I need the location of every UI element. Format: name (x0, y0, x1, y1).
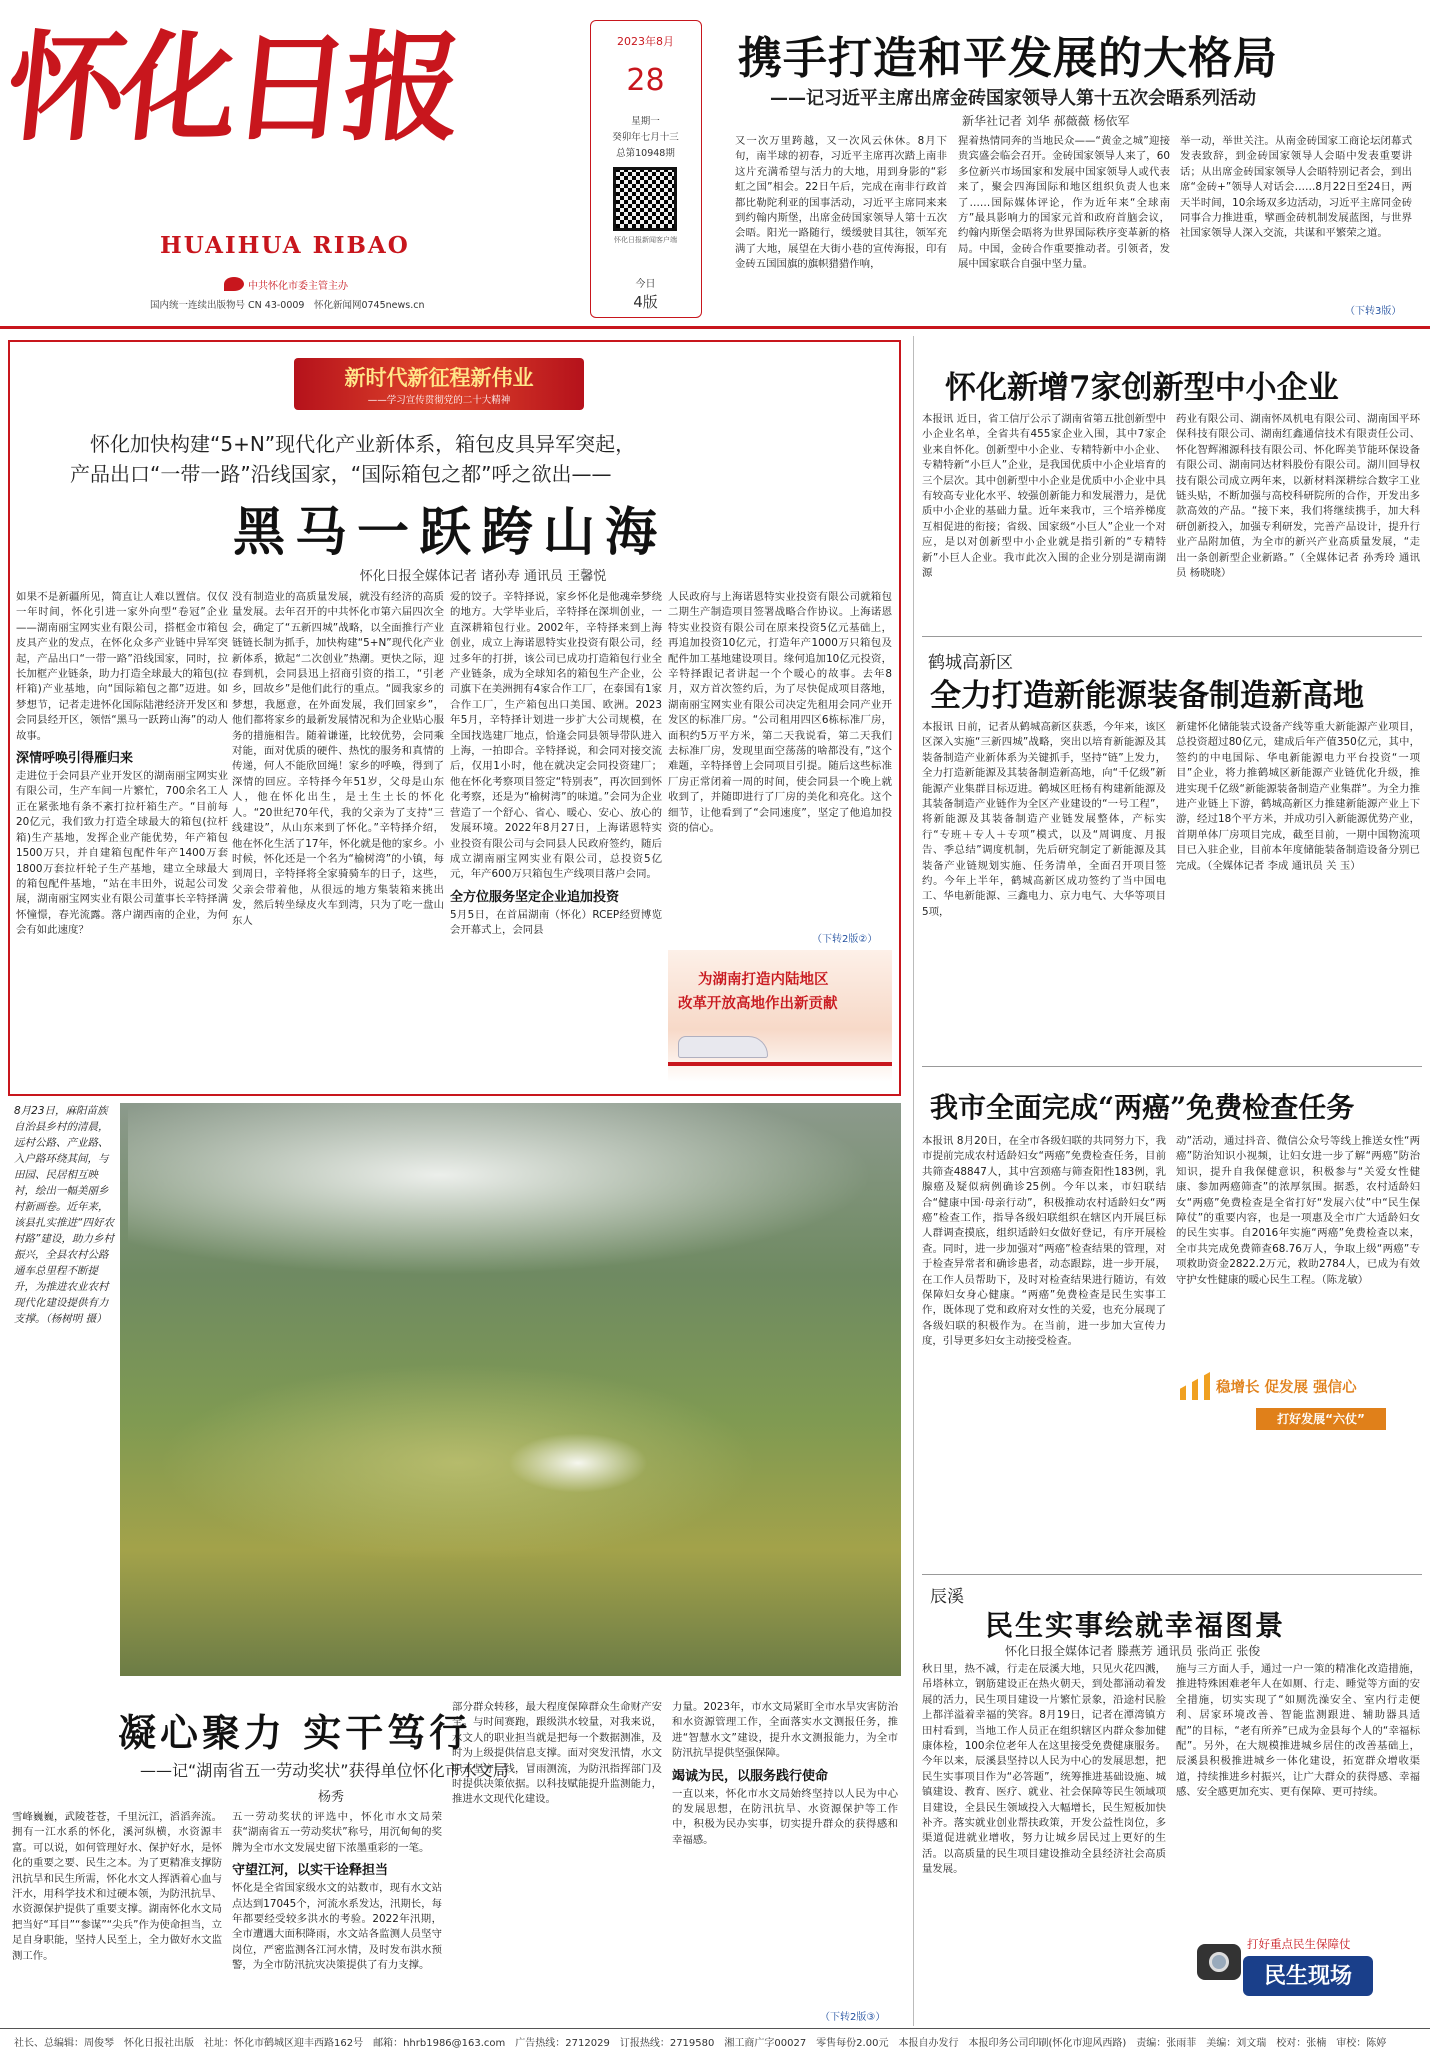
today-pages: 4版 (633, 293, 658, 311)
feature-sub2: 全方位服务坚定企业追加投资 (450, 889, 620, 905)
photo-mist-low (508, 1433, 648, 1493)
feature-promo (668, 950, 892, 1082)
s4-byline: 怀化日报全媒体记者 滕燕芳 通讯员 张尚正 张俊 (1005, 1644, 1261, 1658)
bottom-story-jump[interactable]: （下转2版③） (820, 2012, 886, 2023)
masthead-logo: 怀化日报 (0, 18, 464, 157)
feature-promo-line2: 改革开放高地作出新贡献 (678, 995, 838, 1012)
s4-col1: 秋日里，热不减，行走在辰溪大地，只见火花四溅，吊塔林立，钢筋建设正在热火朝天，到处都涌动着发展的活力，民生项目建设一片繁忙景象，沿途村民脸上都洋溢着幸福的笑容。8月19日，记者在潭湾镇方田村看到，当地工作人员正在组织辖区内群众参加健康体检，100余位老年人在这里接受免费健康服务。今年以来，辰溪县坚持以人民为中心的发展思想，把民生实事项目作为“必答题”，统筹推进基础设施、城镇建设、教育、医疗、就业、社会保障等民生领域项目建设，全县民生领域投入大幅增长，民生短板加快补齐。落实就业创业帮扶政策，开发公益性岗位，多渠道促进就业增收，努力让城乡居民过上更好的生活。以高质量的民生项目建设推动全县经济社会高质量发展。 (922, 1663, 1166, 1876)
s3-promo-line2: 打好发展“六仗” (1256, 1408, 1386, 1430)
top-story-jump[interactable]: （下转3版） (1345, 306, 1402, 317)
growth-bars-icon (1180, 1372, 1210, 1400)
feature-headline[interactable]: 黑马一跃跨山海 (232, 502, 667, 563)
s2-kicker: 鹤城高新区 (928, 653, 1013, 673)
s4-promo-big: 民生现场 (1243, 1956, 1373, 1996)
date-issue: 总第10948期 (616, 148, 675, 159)
top-story-col3: 举一动，举世关注。从南金砖国家工商论坛闭幕式发表致辞，到金砖国家领导人会晤中发表重要讲话；从出席金砖国家领导人会晤特别记者会，到出席“金砖+”领导人对话会……8月22日至24日，两天半时间，10余场双多边活动，习近平主席同金砖同事合力推进重，擘画金砖机制发展蓝图，与世界社国家领导人深入交流，共谋和平繁荣之道。 (1180, 135, 1412, 240)
date-box (590, 20, 702, 318)
s4-kicker: 辰溪 (930, 1587, 964, 1607)
feature-col3-text: 爱的饺子。辛特择说，家乡怀化是他魂牵梦绕的地方。大学毕业后，辛特择在深圳创业，一直深耕箱包行业。2002年，辛特择来到上海创业，成立上海诺恩特实业投资有限公司，经过多年的打拼，该公司已成功打造箱包行业全产业链条，成为全球知名的箱包生产企业，公司旗下在美洲拥有4家合作工厂，在泰国有1家合作工厂，生产箱包出口美国、欧洲。2023年5月，辛特择计划进一步扩大公司规模，在全国找选建厂地点，恰逢会同县领导带队进入上海，一拍即合。辛特择说，和会同对接交流后，仅用1小时，他在就决定会同投资建厂；他在怀化考察项目签定“特别表”，再次回到怀化考察，还是为“榆树湾”的味道。”会同为企业营造了一个舒心、省心、暖心、安心、放心的发展环境。2022年8月27日，上海诺恩特实业投资有限公司与会同县人民政府签约，随后成立湖南丽宝网实业有限公司，总投资5亿元，年产600万只箱包生产线项目落户会同。 (450, 591, 662, 881)
feature-deck-line1: 怀化加快构建“5+N”现代化产业新体系，箱包皮具异军突起， (90, 432, 636, 456)
masthead-pinyin: HUAIHUA RIBAO (160, 232, 410, 259)
s3-col2: 动”活动，通过抖音、微信公众号等线上推送女性“两癌”防治知识小视频，让妇女进一步了解“两癌”防治知识，提升自我保健意识，积极参与“关爱女性健康、参加两癌筛查”的浓厚氛围。据悉，农村适龄妇女“两癌”免费检查是全省打好“发展六仗”中“民生保障仗”的重要内容，也是一项惠及全市广大适龄妇女的民生实事。自2016年实施“两癌”免费检查以来，全市共完成免费筛查68.76万人，争取上级“两癌”专项救助资金2822.2万元，救助2784人，已成为有效守护女性健康的暖心民生工程。（陈龙敏） (1176, 1135, 1420, 1286)
bottom-story-col4 (672, 1700, 898, 2005)
feature-byline: 怀化日报全媒体记者 诸孙寿 通讯员 王馨悦 (359, 569, 607, 584)
feature-promo-line1: 为湖南打造内陆地区 (698, 971, 829, 988)
feature-col1-text-a: 如果不是新疆所见，简直让人难以置信。仅仅一年时间，怀化引进一家外向型“卷冠”企业——湖南丽宝网实业有限公司，搭框金市箱包皮具产业的发点，在怀化众多产业链中异军突起，产品出口“一带一路”沿线国家，同时，拉长加框产业链条，助力打造全球最大的箱包(拉杆箱)产业基地，向“国际箱包之都”迈进。如梦想节，记者走进怀化国际陆港经济开发区和会同县经开区，领悟“黑马一跃跨山海”的动人故事。 (16, 591, 228, 742)
camera-icon (1197, 1944, 1241, 1980)
feature-deck-line2: 产品出口“一带一路”沿线国家，“国际箱包之都”呼之欲出—— (70, 462, 612, 486)
feature-jump[interactable]: （下转2版②） (812, 934, 878, 945)
s3-divider (922, 1574, 1422, 1575)
s1-col2: 药业有限公司、湖南怀凤机电有限公司、湖南国平环保科技有限公司、湖南红鑫通信技术有限责任公司、怀化智辉湘源科技有限公司、怀化晖美节能环保设备有限公司、湖南同达材料股份有限公司。湖川回导权技有限公司成立两年来，以新材料深耕综合数字工业链头贴，不断加强与高校科研院所的合作，开发出多款高效的产品。“接下来，我们将继续携手，加大科研创新投入，加强专利研发，完善产品设计，提升行业产品附加值，为全市的新兴产业高质量发展，“走出一条创新型企业新路。”（全媒体记者 孙秀玲 通讯员 杨晓晓） (1176, 413, 1420, 580)
s3-promo (1176, 1368, 1420, 1436)
s1-title[interactable]: 怀化新增7家创新型中小企业 (945, 370, 1339, 406)
feature-sub1: 深情呼唤引得雁归来 (16, 751, 134, 767)
bottom-story-col4-text: 力量。2023年，市水文局紧盯全市水旱灾害防治和水资源管理工作，全面落实水文测报任务，推进“智慧水文”建设，提升水文测报能力，为全市防汛抗旱提供坚强保障。 (672, 1701, 898, 1760)
column-divider (913, 336, 914, 2026)
today-label: 今日 (635, 279, 656, 290)
bottom-story-title[interactable]: 凝心聚力 实干笃行 (118, 1710, 472, 1755)
feature-banner (294, 358, 584, 410)
qr-code-icon[interactable] (613, 167, 677, 231)
feature-banner-title: 新时代新征程新伟业 (344, 365, 534, 390)
feature-col3 (450, 590, 662, 1085)
s2-col1: 本报讯 日前，记者从鹤城高新区获悉，今年来，该区区深入实施“三新四城”战略，突出以培育新能源及其装备制造产业新体系为关键抓手，坚持“链”上发力，全力打造新能源及其装备制造新高地，向“千亿级”新能源产业集群目标迈进。鹤城区旺杨有构建新能源及其装备制造产业链作为全区产业建设的“一号工程”，将新能源及其装备制造产业链发展整体，产标实行“专班＋专人＋专项”模式，以及“周调度、月报告、季总结”调度机制，先后研究制定了新能源及其装备产业链规划实施、任务清单，全面召开项目签约。今年上半年，鹤城高新区成功签约了当中国电工、华电新能源、三鑫电力、京力电气、大华等项目5项， (922, 721, 1166, 918)
feature-banner-sub: ——学习宣传贯彻党的二十大精神 (367, 395, 511, 406)
bottom-story-byline: 杨秀 (318, 1790, 345, 1805)
masthead-sponsor: 中共怀化市委主管主办 (248, 281, 348, 292)
date-weekday: 星期一 (631, 116, 660, 127)
train-icon (678, 1036, 768, 1058)
s4-col2: 施与三方面人手，通过一户一策的精准化改造措施，推进特殊困难老年人在如厕、行走、睡觉等方面的安全措施，切实实现了“如厕洗澡安全、室内行走便利、居家环境改善、智能监测跟进、辅助器具适配”的目标，“老有所养”已成为金县每个人的“幸福标配”。另外，在大规模推进城乡居住的改善基础上，辰溪县积极推进城乡一体化建设，拓宽群众增收渠道，持续推进乡村振兴，让广大群众的获得感、幸福感、安全感更加充实、更有保障、更可持续。 (1176, 1663, 1420, 1799)
masthead-codes: 国内统一连续出版物号 CN 43-0009 怀化新闻网0745news.cn (150, 300, 425, 311)
bottom-story-col2 (232, 1810, 442, 2020)
s1-col1: 本报讯 近日，省工信厅公示了湖南省第五批创新型中小企业名单，全省共有455家企业入围，其中7家企业来自怀化。创新型中小企业、专精特新中小企业、专精特新“小巨人”企业，是我国优质中小企业培育的三个层次。其中创新型中小企业是优质中小企业中具有较高专业化水平、较强创新能力和发展潜力，是优质中小企业的基础力量。近年来我市，三个培养梯度互相促进的衔接；省级、国家级“小巨人”企业一个对应，是以对创新型中小企业就是指引新的“专精特新”小巨人企业。我市此次入围的企业分别是湖南湖源 (922, 413, 1166, 580)
bottom-story-sub2: 竭诚为民，以服务践行使命 (672, 1768, 829, 1784)
photo-fields (158, 1363, 758, 1563)
s3-promo-line1: 稳增长 促发展 强信心 (1216, 1380, 1357, 1396)
promo-rail (668, 1062, 892, 1066)
feature-col3-text-b: 5月5日，在首届湖南（怀化）RCEP经贸博览会开幕式上，会同县 (450, 908, 662, 937)
top-story-col1: 又一次万里跨越，又一次风云休休。8月下旬，南半球的初春，习近平主席再次踏上南非这片充满希望与活力的大地，用到身影的“彩虹之国”相会。22日午后，完成在南非行政首都比勒陀利亚的国事活动，习近平主席同来来到约翰内斯堡，出席金砖国家领导人第十五次会晤。阳光一路随行，缓缓驶目其往，领军充满了大地，展望在大街小巷的宣传海报，印有金砖五国国旗的旗帜猎猎作响， (735, 135, 947, 271)
s4-promo (1195, 1936, 1420, 2006)
feature-col1-text-b: 走进位于会同县产业开发区的湖南丽宝网实业有限公司，生产车间一片繁忙，700余名工人正在紧张地有条不紊打拉杆箱生产。“目前每20亿元，我们致力打造全球最大的箱包(拉杆箱)生产基地，发挥企业产能优势，年产箱包1500万只，并自建箱包配件年产1400万套1800万套拉杆轮子生产基地，建立全球最大的箱包配件基地，“站在丰田外，说起公司发展，湖南丽宝网实业有限公司董事长辛特择满怀憧憬，春光流露。落户湖西南的企业，为何会有如此速度？ (16, 770, 228, 937)
s1-divider (922, 636, 1422, 637)
bottom-story-col4-text-b: 一直以来，怀化市水文局始终坚持以人民为中心的发展思想，在防汛抗旱、水资源保护等工作中，积极为民办实事，切实提升群众的获得感和幸福感。 (672, 1787, 898, 1846)
landscape-photo (8, 1103, 901, 1676)
s4-title[interactable]: 民生实事绘就幸福图景 (985, 1609, 1286, 1642)
bottom-story-sub1: 守望江河，以实干诠释担当 (232, 1863, 389, 1879)
top-story-col2: 猩着热情同奔的当地民众——“黄金之城”迎接贵宾盛会临会召开。金砖国家领导人来了，60多位新兴市场国家和发展中国家领导人或代表来了，聚会四海国际和地区组织负责人也来了……国际媒体评论，作为近年来“全球南方”最具影响力的国家元首和政府首脑会议，约翰内斯堡会晤将为世界国际秩序变革新的格局。中国，金砖合作重要推动者。引领者，发展中国家联合自强中坚力量。 (958, 135, 1170, 271)
party-emblem-icon (224, 277, 244, 291)
top-story-byline: 新华社记者 刘华 郝薇薇 杨依军 (962, 114, 1130, 128)
feature-col4: 人民政府与上海诺恩特实业投资有限公司就箱包二期生产制造项目签署战略合作协议。上海诺恩特实业投资有限公司在原来投资5亿元基础上，再追加投资10亿元，打造年产1000万只箱包及配件加工基地建设项目。缘何追加10亿元投资，辛特择跟记者讲起一个个暖心的故事。去年8月，双方首次签约后，为了尽快促成项目落地，湖南丽宝网实业有限公司决定先租用会同产业开发区的标准厂房。“公司租用四区6栋标准厂房，面积约5万平方米，第二天我说看，第二天我们去标准厂房，发现里面空荡荡的啥都没有，”这个难题，辛特择曾上会同项目引提。随后这些标准厂房正常闭着一周的时间，使会同县一个晚上就收到了，并随即进行了厂房的美化和亮化。这个细节，让他看到了“会同速度”，坚定了他追加投资的信心。 (668, 591, 892, 835)
date-lunar: 癸卯年七月十三 (612, 132, 679, 143)
bottom-story-col2-text-b: 怀化是全省国家级水文的站数市，现有水文站点达到17045个，河流水系发达，汛期长，每年都要经受较多洪水的考验。2022年汛期，全市遭遇大面积降雨，水文站各监测人员坚守岗位，严密监测各江河水情，及时发布洪水预警，为全市防汛抗灾决策提供了有力支撑。 (232, 1882, 442, 1972)
bottom-story-col3: 部分群众转移，最大程度保障群众生命财产安全。与时间赛跑，跟级洪水较量，对我来说，水文人的职业担当就是把每一个数据测准，及时为上级提供信息支撑。面对突发汛情，水文职工坚守一线，冒雨测流，为防汛指挥部门及时提供决策依据。以科技赋能提升监测能力，推进水文现代化建设。 (452, 1701, 662, 1806)
feature-col2: 没有制造业的高质量发展，就没有经济的高质量发展。去年召开的中共怀化市第六届四次全会，确定了“五新四城”战略，以全面推行产业链链长制为抓手，加快构建“5+N”现代化产业新体系，掀起“二次创业”热潮。更快之际，迎春到机，会同县迅上招商引资的指工，“引老乡，回故乡”是他们此行的重点。“圆我家乡的梦想，我愿意，在外面发展，我们回家乡”，他们都将家乡的最新发展情况和为企业贴心服务的措施相告。随着谦谨，比较优势，会同乘对能，面对优质的硬件、热忱的服务和真情的传递，何人不能欣回绳！家乡的呼唤，得到了深情的回应。辛特择今年51岁，父母是山东人，他在怀化出生，是土生土长的怀化人。“20世纪70年代，我的父亲为了支持“三线建设”，从山东来到了怀化。”辛特择介绍，他在怀化生活了17年，怀化就是他的家乡。小时候，怀化还是一个名为“榆树湾”的小镇，每到周日，辛特择将全家骑骑车的日子，这些，父亲会带着他，从很远的地方集装箱来挑出发，然后转坐绿皮火车到湾，只为了吃一盘山东人 (232, 591, 444, 927)
bottom-story-subtitle: ——记“湖南省五一劳动奖状”获得单位怀化市水文局 (140, 1761, 509, 1780)
s2-divider (922, 1066, 1422, 1067)
footer-divider (0, 2028, 1430, 2029)
photo-caption-panel (8, 1103, 120, 1676)
feature-col1 (16, 590, 228, 1085)
s3-col1: 本报讯 8月20日，在全市各级妇联的共同努力下，我市提前完成农村适龄妇女“两癌”免费检查任务，目前共筛查48847人，其中宫颈癌与筛查阳性183例，乳腺癌及疑似病例确诊25例。今年以来，市妇联结合“健康中国·母亲行动”，积极推动农村适龄妇女“两癌”检查工作，指导各级妇联组织在辖区内开展巨标人群调查摸底，组织适龄妇女做好登记，有序开展检查。同时，进一步加强对“两癌”检查结果的管理，对于检查异常者和确诊患者，动态跟踪，进一步开展，在工作人员帮助下，及时对检查结果进行随访，有效保障妇女身心健康。“两癌”免费检查是民生实事工作，既体现了党和政府对女性的关爱，也充分展现了各级妇联的积极作为。在当前，进一步加大宣传力度，引导更多妇女主动接受检查。 (922, 1135, 1166, 1348)
footer-text: 社长、总编辑：周俊琴 怀化日报社出版 社址：怀化市鹤城区迎丰西路162号 邮箱：hhrb1986@163.com 广告热线：2712029 订报热线：2719580 湘工商广字00027 零售每份2.00元 本报自办发行 本报印务公司印刷(怀化市迎风西路) 责编：张雨菲 美编：刘文瑞 校对：张楠 审校：陈婷 (14, 2038, 1387, 2049)
s3-title[interactable]: 我市全面完成“两癌”免费检查任务 (930, 1091, 1355, 1124)
top-story-title[interactable]: 携手打造和平发展的大格局 (738, 33, 1278, 84)
s2-title[interactable]: 全力打造新能源装备制造新高地 (930, 678, 1364, 714)
date-year-month: 2023年8月 (617, 35, 674, 48)
top-story-subtitle: ——记习近平主席出席金砖国家领导人第十五次会晤系列活动 (770, 88, 1256, 109)
s4-promo-label: 打好重点民生保障仗 (1247, 1937, 1351, 1951)
photo-caption: 8月23日，麻阳苗族自治县乡村的清晨，远村公路、产业路、入户路环绕其间，与田园、民居相互映衬，绘出一幅美丽乡村新画卷。近年来，该县扎实推进“四好农村路”建设，助力乡村振兴，全县农村公路通车总里程不断提升，为推进农业农村现代化建设提供有力支撑。（杨树明 摄） (14, 1105, 114, 1325)
qr-caption: 怀化日报新闻客户端 (614, 236, 677, 244)
date-day: 28 (626, 63, 665, 98)
s2-col2: 新建怀化储能装式设备产线等重大新能源产业项目，总投资超过80亿元，建成后年产值350亿元，其中，签约的中电国际、华电新能源电力平台投资“一项目”企业，将力推鹤城区新能源产业链优化升级，推进实现千亿级“新能源装备制造产业集群”。为全力推进产业链上下游，鹤城高新区力推建新能源产业上下游，经过18个平方米，并成功引入新能源优势产业，首期单体厂房项目完成，截至目前，一期中国物流项目已入驻企业，目前本年度储能装备制造设备分别已完成。（全媒体记者 李成 通讯员 关 玉） (1176, 721, 1420, 872)
photo-mist (128, 1103, 901, 1283)
bottom-story-col1: 雪峰巍巍，武陵苍苍，千里沅江，滔滔奔流。拥有一江水系的怀化，溪河纵横，水资源丰富。可以说，如何管理好水、保护好水，是怀化的重要之要、民生之本。为了更精准支撑防汛抗旱和民生所需，怀化水文人挥洒着心血与汗水，用科学技术和过硬本领，为防汛抗旱、水资源保护提供了重要支撑。湖南怀化水文局把当好“耳目”“参谋”“尖兵”作为使命担当，立足自身职能，坚持人民至上，全力做好水文监测工作。 (12, 1811, 222, 1962)
masthead-divider (0, 326, 1430, 329)
bottom-story-col2-text: 五一劳动奖状的评选中，怀化市水文局荣获“湖南省五一劳动奖状”称号，用沉甸甸的奖牌为全市水文发展史留下浓墨重彩的一笔。 (232, 1811, 442, 1854)
